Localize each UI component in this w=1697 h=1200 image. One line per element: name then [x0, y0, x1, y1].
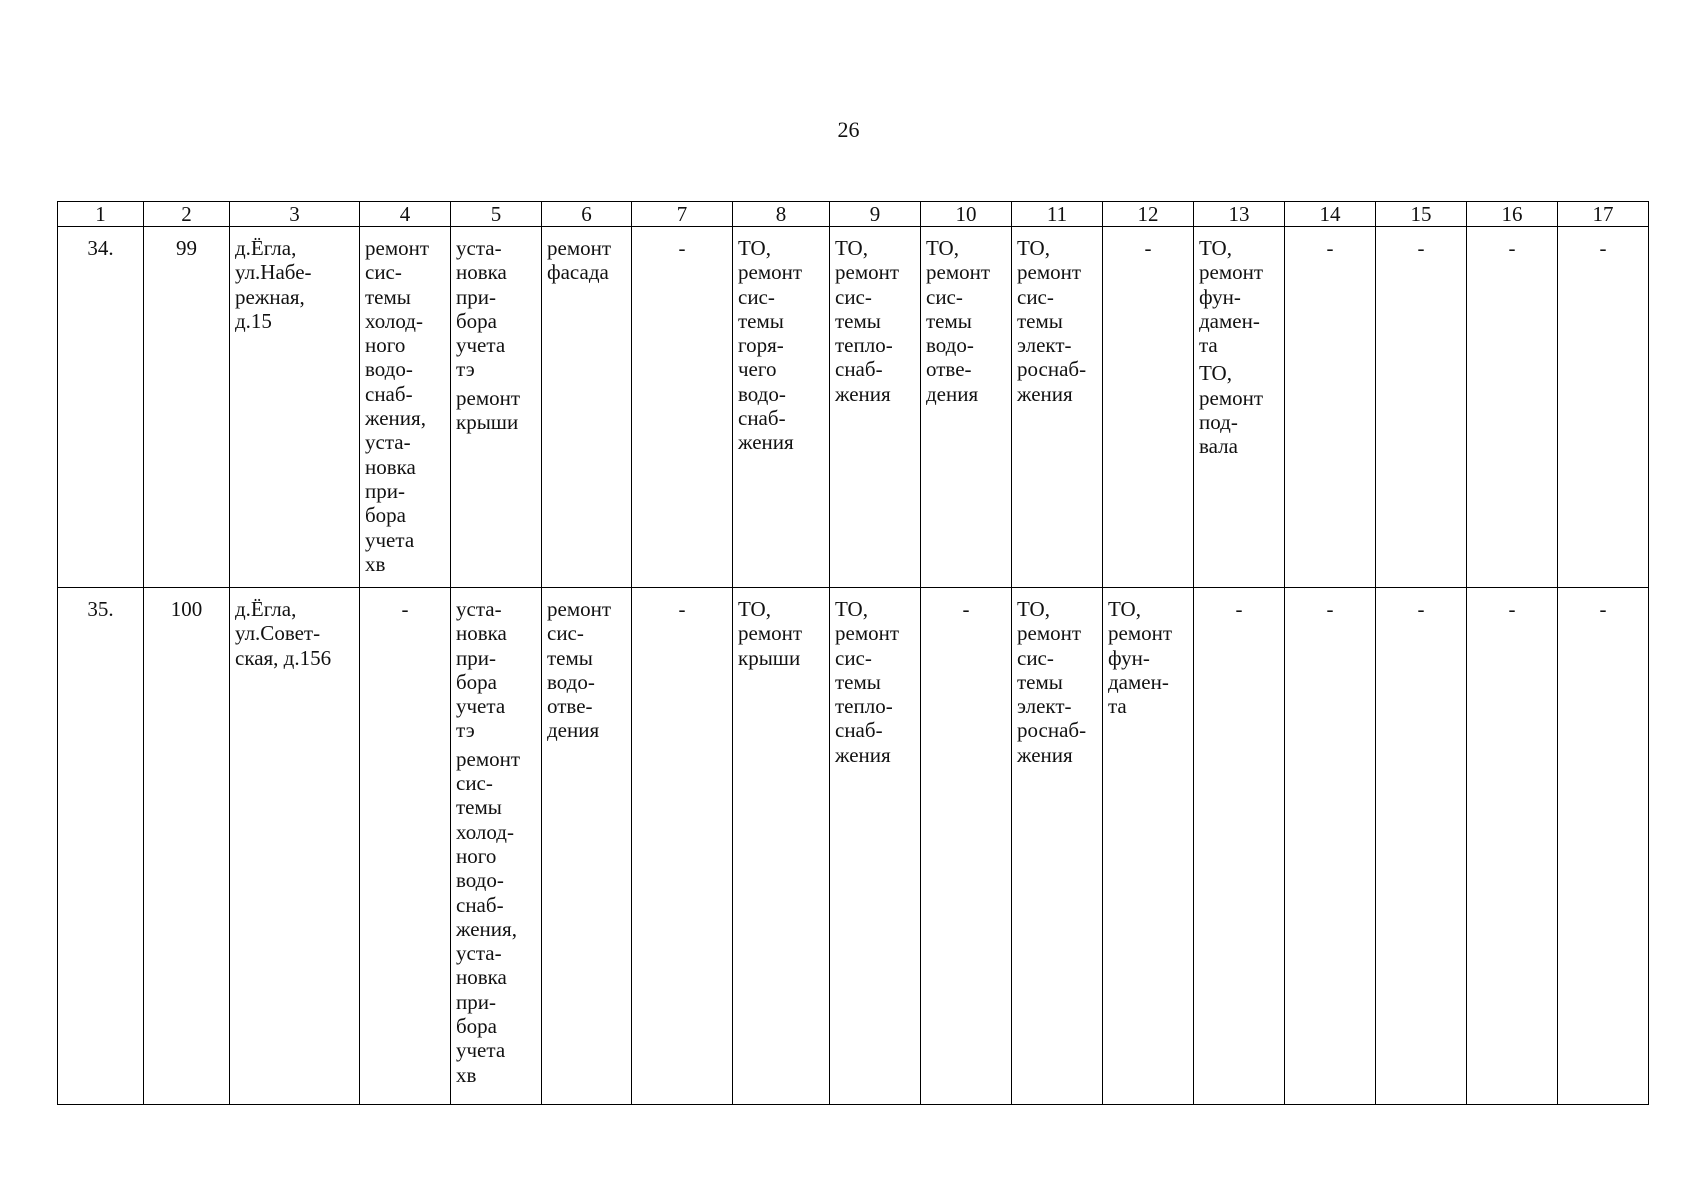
column-header: 13 [1194, 202, 1285, 227]
table-row [58, 588, 1649, 1105]
work-cell-7 [632, 227, 733, 588]
work-cell-14 [1285, 588, 1376, 1105]
work-cell-10 [921, 588, 1012, 1105]
work-text: ремонт сис- темы холод- ного водо- снаб- жения, уста- новка при- бора учета хв [365, 236, 430, 576]
work-text: ремонт фасада [547, 236, 612, 285]
work-cell-11 [1012, 588, 1103, 1105]
work-text: - [1599, 597, 1607, 621]
work-text: - [1508, 236, 1516, 260]
column-header: 7 [632, 202, 733, 227]
work-cell-5 [451, 588, 542, 1105]
work-cell-16 [1467, 227, 1558, 588]
work-cell-5 [451, 227, 542, 588]
work-cell-17 [1558, 227, 1649, 588]
work-cell-7 [632, 588, 733, 1105]
house-id: 100 [170, 597, 203, 621]
work-cell-12 [1103, 227, 1194, 588]
work-cell-9 [830, 588, 921, 1105]
work-text: - [1326, 597, 1334, 621]
work-cell-13 [1194, 588, 1285, 1105]
work-cell-15 [1376, 588, 1467, 1105]
work-cell-16 [1467, 588, 1558, 1105]
address-cell [230, 227, 360, 588]
house-id-cell [144, 588, 230, 1105]
work-text: - [1326, 236, 1334, 260]
work-text: - [1508, 597, 1516, 621]
work-text: ТО, ремонт сис- темы тепло- снаб- жения [835, 597, 900, 767]
column-header: 10 [921, 202, 1012, 227]
work-text: ТО, ремонт под- вала [1199, 361, 1264, 459]
row-number-cell [58, 227, 144, 588]
column-header: 2 [144, 202, 230, 227]
work-cell-9 [830, 227, 921, 588]
column-header: 3 [230, 202, 360, 227]
work-text: - [401, 597, 409, 621]
work-cell-8 [733, 227, 830, 588]
column-header: 14 [1285, 202, 1376, 227]
column-header: 12 [1103, 202, 1194, 227]
work-text: ремонт крыши [456, 385, 521, 435]
work-cell-6 [542, 588, 632, 1105]
work-cell-14 [1285, 227, 1376, 588]
address: д.Ёгла, ул.Набе- режная, д.15 [235, 236, 312, 333]
address-cell [230, 588, 360, 1105]
work-text: ТО, ремонт фун- дамен- та [1199, 236, 1264, 358]
work-text: - [678, 236, 686, 260]
row-number-cell [58, 588, 144, 1105]
row-number: 34. [87, 236, 114, 260]
work-text: уста- новка при- бора учета тэ [456, 597, 507, 743]
work-text: ремонт сис- темы холод- ного водо- снаб- жения, уста- новка при- бора учета хв [456, 746, 521, 1087]
work-cell-4 [360, 227, 451, 588]
work-text: - [1417, 236, 1425, 260]
repair-plan-table [57, 201, 1649, 1105]
table-row [58, 227, 1649, 588]
address: д.Ёгла, ул.Совет- ская, д.156 [235, 597, 332, 670]
work-text: ремонт сис- темы водо- отве- дения [547, 597, 612, 743]
work-cell-10 [921, 227, 1012, 588]
work-text: - [678, 597, 686, 621]
work-text: ТО, ремонт сис- темы элект- роснаб- жения [1017, 597, 1087, 767]
column-header: 11 [1012, 202, 1103, 227]
work-text: ТО, ремонт сис- темы элект- роснаб- жения [1017, 236, 1087, 406]
work-text: - [1599, 236, 1607, 260]
work-cell-11 [1012, 227, 1103, 588]
work-text: - [1235, 597, 1243, 621]
column-header: 6 [542, 202, 632, 227]
column-header: 15 [1376, 202, 1467, 227]
work-text: - [1417, 597, 1425, 621]
work-text: - [962, 597, 970, 621]
work-text: ТО, ремонт фун- дамен- та [1108, 597, 1173, 719]
work-text: уста- новка при- бора учета тэ [456, 236, 507, 382]
work-cell-13 [1194, 227, 1285, 588]
column-header: 5 [451, 202, 542, 227]
column-header: 16 [1467, 202, 1558, 227]
work-cell-15 [1376, 227, 1467, 588]
column-header: 17 [1558, 202, 1649, 227]
column-header: 1 [58, 202, 144, 227]
work-text: ТО, ремонт крыши [738, 597, 803, 670]
work-text: ТО, ремонт сис- темы тепло- снаб- жения [835, 236, 900, 406]
work-cell-12 [1103, 588, 1194, 1105]
house-id: 99 [176, 236, 197, 260]
house-id-cell [144, 227, 230, 588]
row-number: 35. [87, 597, 114, 621]
work-cell-6 [542, 227, 632, 588]
work-text: ТО, ремонт сис- темы горя- чего водо- снаб- жения [738, 236, 803, 455]
page-number: 26 [837, 117, 860, 142]
work-text: ТО, ремонт сис- темы водо- отве- дения [926, 236, 991, 406]
column-header: 4 [360, 202, 451, 227]
column-header: 9 [830, 202, 921, 227]
column-header: 8 [733, 202, 830, 227]
work-cell-4 [360, 588, 451, 1105]
column-number-row [58, 202, 1649, 227]
work-text: - [1144, 236, 1152, 260]
work-cell-17 [1558, 588, 1649, 1105]
work-cell-8 [733, 588, 830, 1105]
